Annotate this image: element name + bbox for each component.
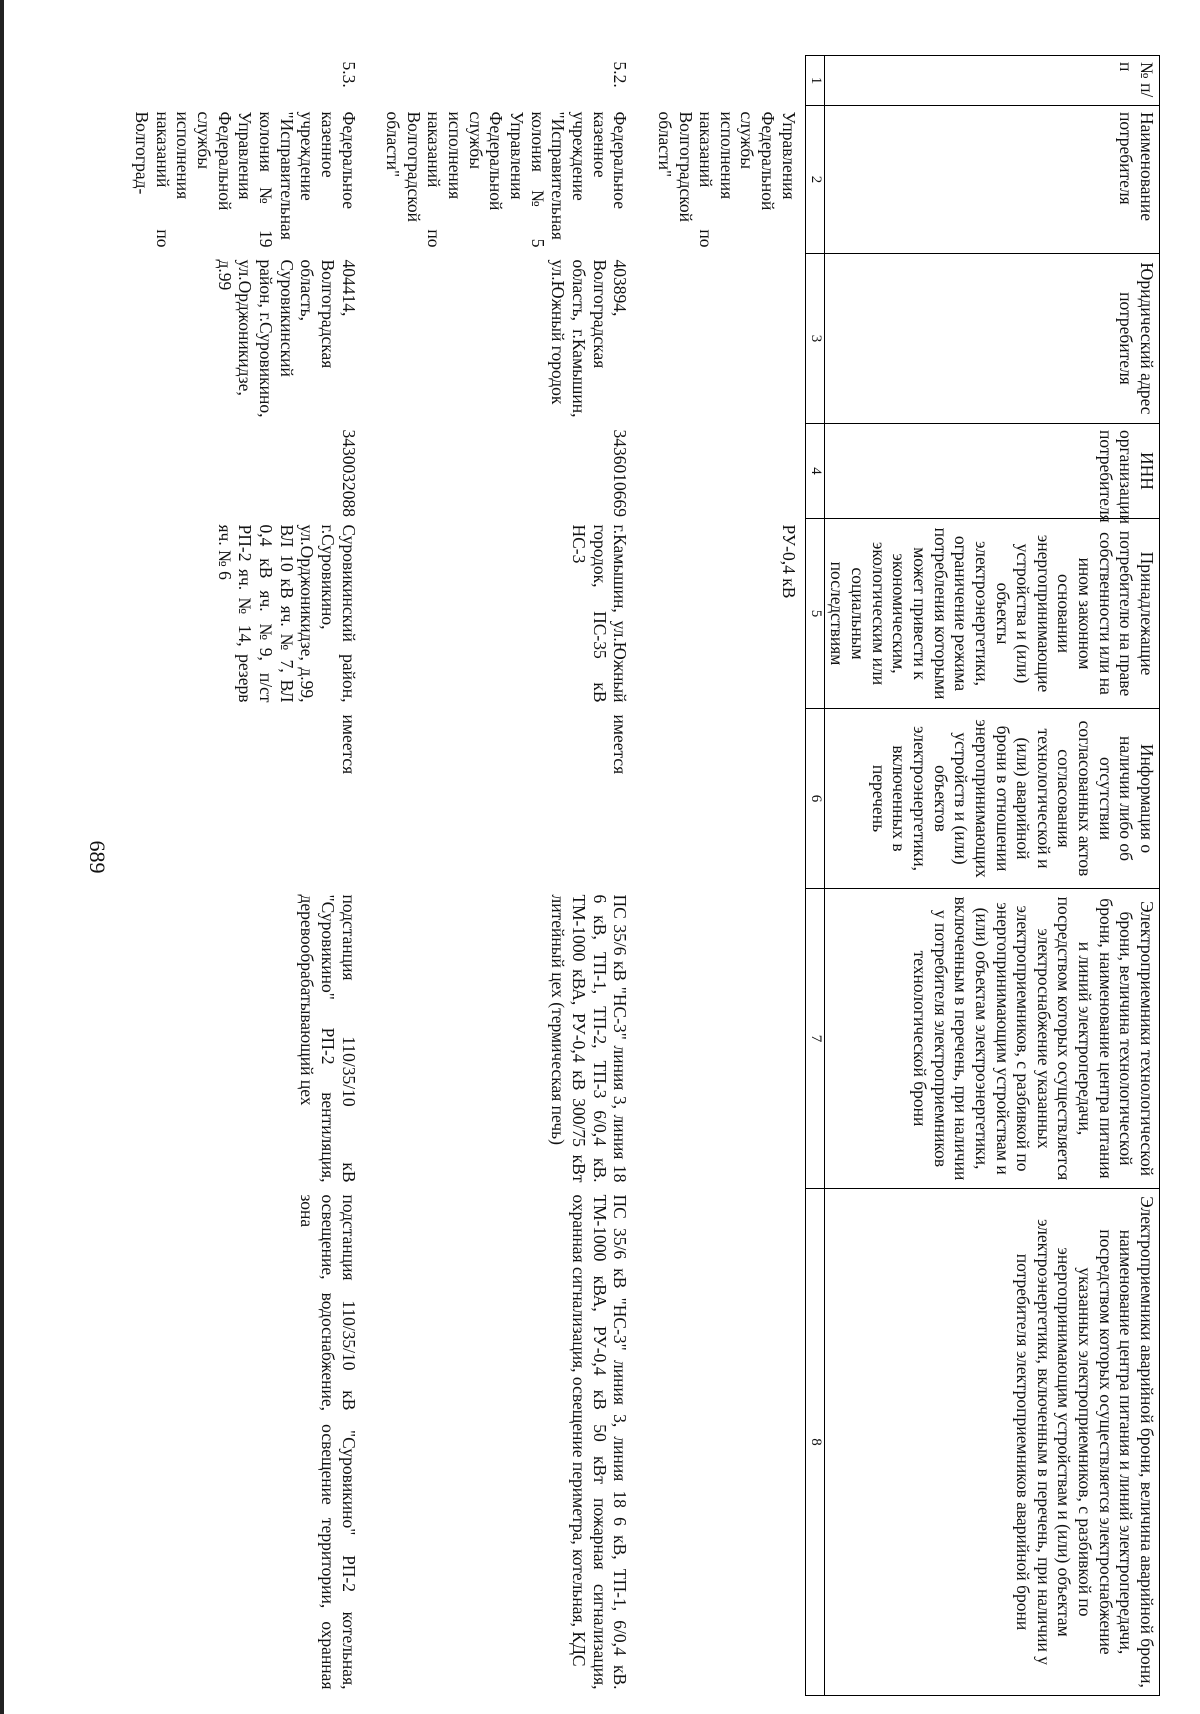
row-tech: подстанция 110/35/10 кВ "Суровикино" РП-2 вентиляция, деревообрабатывающий цех [297, 894, 359, 1183]
row-num: 5.3. [338, 61, 359, 88]
column-number: 7 [805, 889, 824, 1189]
row-inn: 3430032088 [338, 429, 359, 517]
row-info: имеется [610, 714, 631, 775]
column-number: 3 [805, 254, 824, 424]
row-emerg [652, 1189, 805, 1696]
table-row [130, 56, 381, 1696]
row-name: Федеральное казенное учреждение "Исправительная колония № 5 Управления Федеральной службы исполнения наказаний по Волгоградской области" [383, 111, 631, 248]
header-tech: Электроприемники технологической брони, величина технологической брони, наименование центра питания и линий электропередачи, посредством которых осуществляется электроснабжение указанных электроприемников, с разбивкой по энергопринимающим устройствам и (или) объектам электроэнергетики, включенным в перечень, при наличии у потребителя электроприемников технологической брони [824, 889, 1159, 1189]
row-num [652, 56, 805, 106]
column-number: 5 [805, 519, 824, 709]
row-devices: Суровикинский район, г.Суровикино, ул.Орджоникидзе, д.99, ВЛ 10 кВ яч. № 7, ВЛ 0,4 кВ яч. №9, п/ст РП-2 яч. № 14, резерв яч. № 6 [214, 524, 359, 703]
header-emerg: Электроприемники аварийной брони, величина аварийной брони, наименование центра питания и линий электропередачи, посредством которых осуществляется электроснабжение указанных электроприемников, с разбивкой по энергопринимающим устройствам и (или) объектам электроэнергетики, включенным в перечень, при наличии у потребителя электроприемников аварийной брони [824, 1189, 1159, 1696]
table-row [381, 56, 653, 1696]
row-emerg: ПС 35/6 кВ "НС-3" линия 3, линия 18 6 кВ, ТП-1, 6/0,4 кВ. ТМ-1000 кВА, РУ-0,4 кВ 50 кВт пожарная сигнализация, охранная сигнализация, освещение периметра, котельная, КДС [568, 1194, 631, 1690]
table-row [652, 56, 805, 1696]
row-info: имеется [338, 714, 359, 775]
column-number: 6 [805, 709, 824, 889]
column-number: 4 [805, 424, 824, 519]
row-tech [652, 889, 805, 1189]
column-number: 1 [805, 56, 824, 106]
header-inn: ИНН организации потребителя [824, 424, 1159, 519]
page-number: 689 [85, 840, 110, 874]
row-address [652, 254, 805, 424]
row-num: 5.2. [610, 61, 631, 88]
row-address: 403894, Волгоградская область, г.Камышин, ул.Южный городок [548, 259, 631, 418]
row-emerg: подстанция 110/35/10 кВ "Суровикино" РП-2 котельная, освещение, водоснабжение, освещение территории, охранная зона [297, 1194, 359, 1690]
row-devices: РУ-0,4 кВ [778, 524, 799, 599]
row-inn: 3436010669 [610, 429, 631, 517]
row-tech: ПС 35/6 кВ "НС-3" линия 3, линия 18 6 кВ, ТП-1, ТП-2, ТП-3 6/0,4 кВ. ТМ-1000 кВА, РУ-0,4 кВ 300/75 кВт литейный цех (термическая печь) [548, 894, 631, 1183]
column-number: 2 [805, 106, 824, 254]
header-num: № п/п [824, 56, 1159, 106]
row-address: 404414, Волгоградская область, Суровикинский район, г.Суровикино, ул.Орджоникидзе, д.99 [214, 259, 359, 418]
row-devices: г.Камышин, ул.Южный городок, ПС-35 кВ НС-3 [568, 524, 631, 703]
consumer-table [130, 55, 1160, 1696]
row-inn [652, 424, 805, 519]
header-address: Юридический адрес потребителя [824, 254, 1159, 424]
header-row [824, 56, 1159, 1696]
column-number: 8 [805, 1189, 824, 1696]
row-name: Управления Федеральной службы исполнения наказаний по Волгоградской области" [654, 111, 799, 248]
header-devices: Принадлежащие потребителю на праве собственности или на ином законном основании энергопринимающие устройства и (или) объекты электроэнергетики, ограничение режима потребления которыми может привести к экономическим, экологическим или социальным последствиям [824, 519, 1159, 709]
row-info [652, 709, 805, 889]
header-info: Информация о наличии либо об отсутствии согласованных актов согласования технологической и (или) аварийной брони в отношении энергопринимающих устройств и (или) объектов электроэнергетики, включенных в перечень [824, 709, 1159, 889]
row-name: Федеральное казенное учреждение "Исправительная колония № 19 Управления Федеральной службы исполнения наказаний по Волгоград- [132, 111, 359, 248]
column-number-row [805, 56, 824, 1696]
header-name: Наименование потребителя [824, 106, 1159, 254]
